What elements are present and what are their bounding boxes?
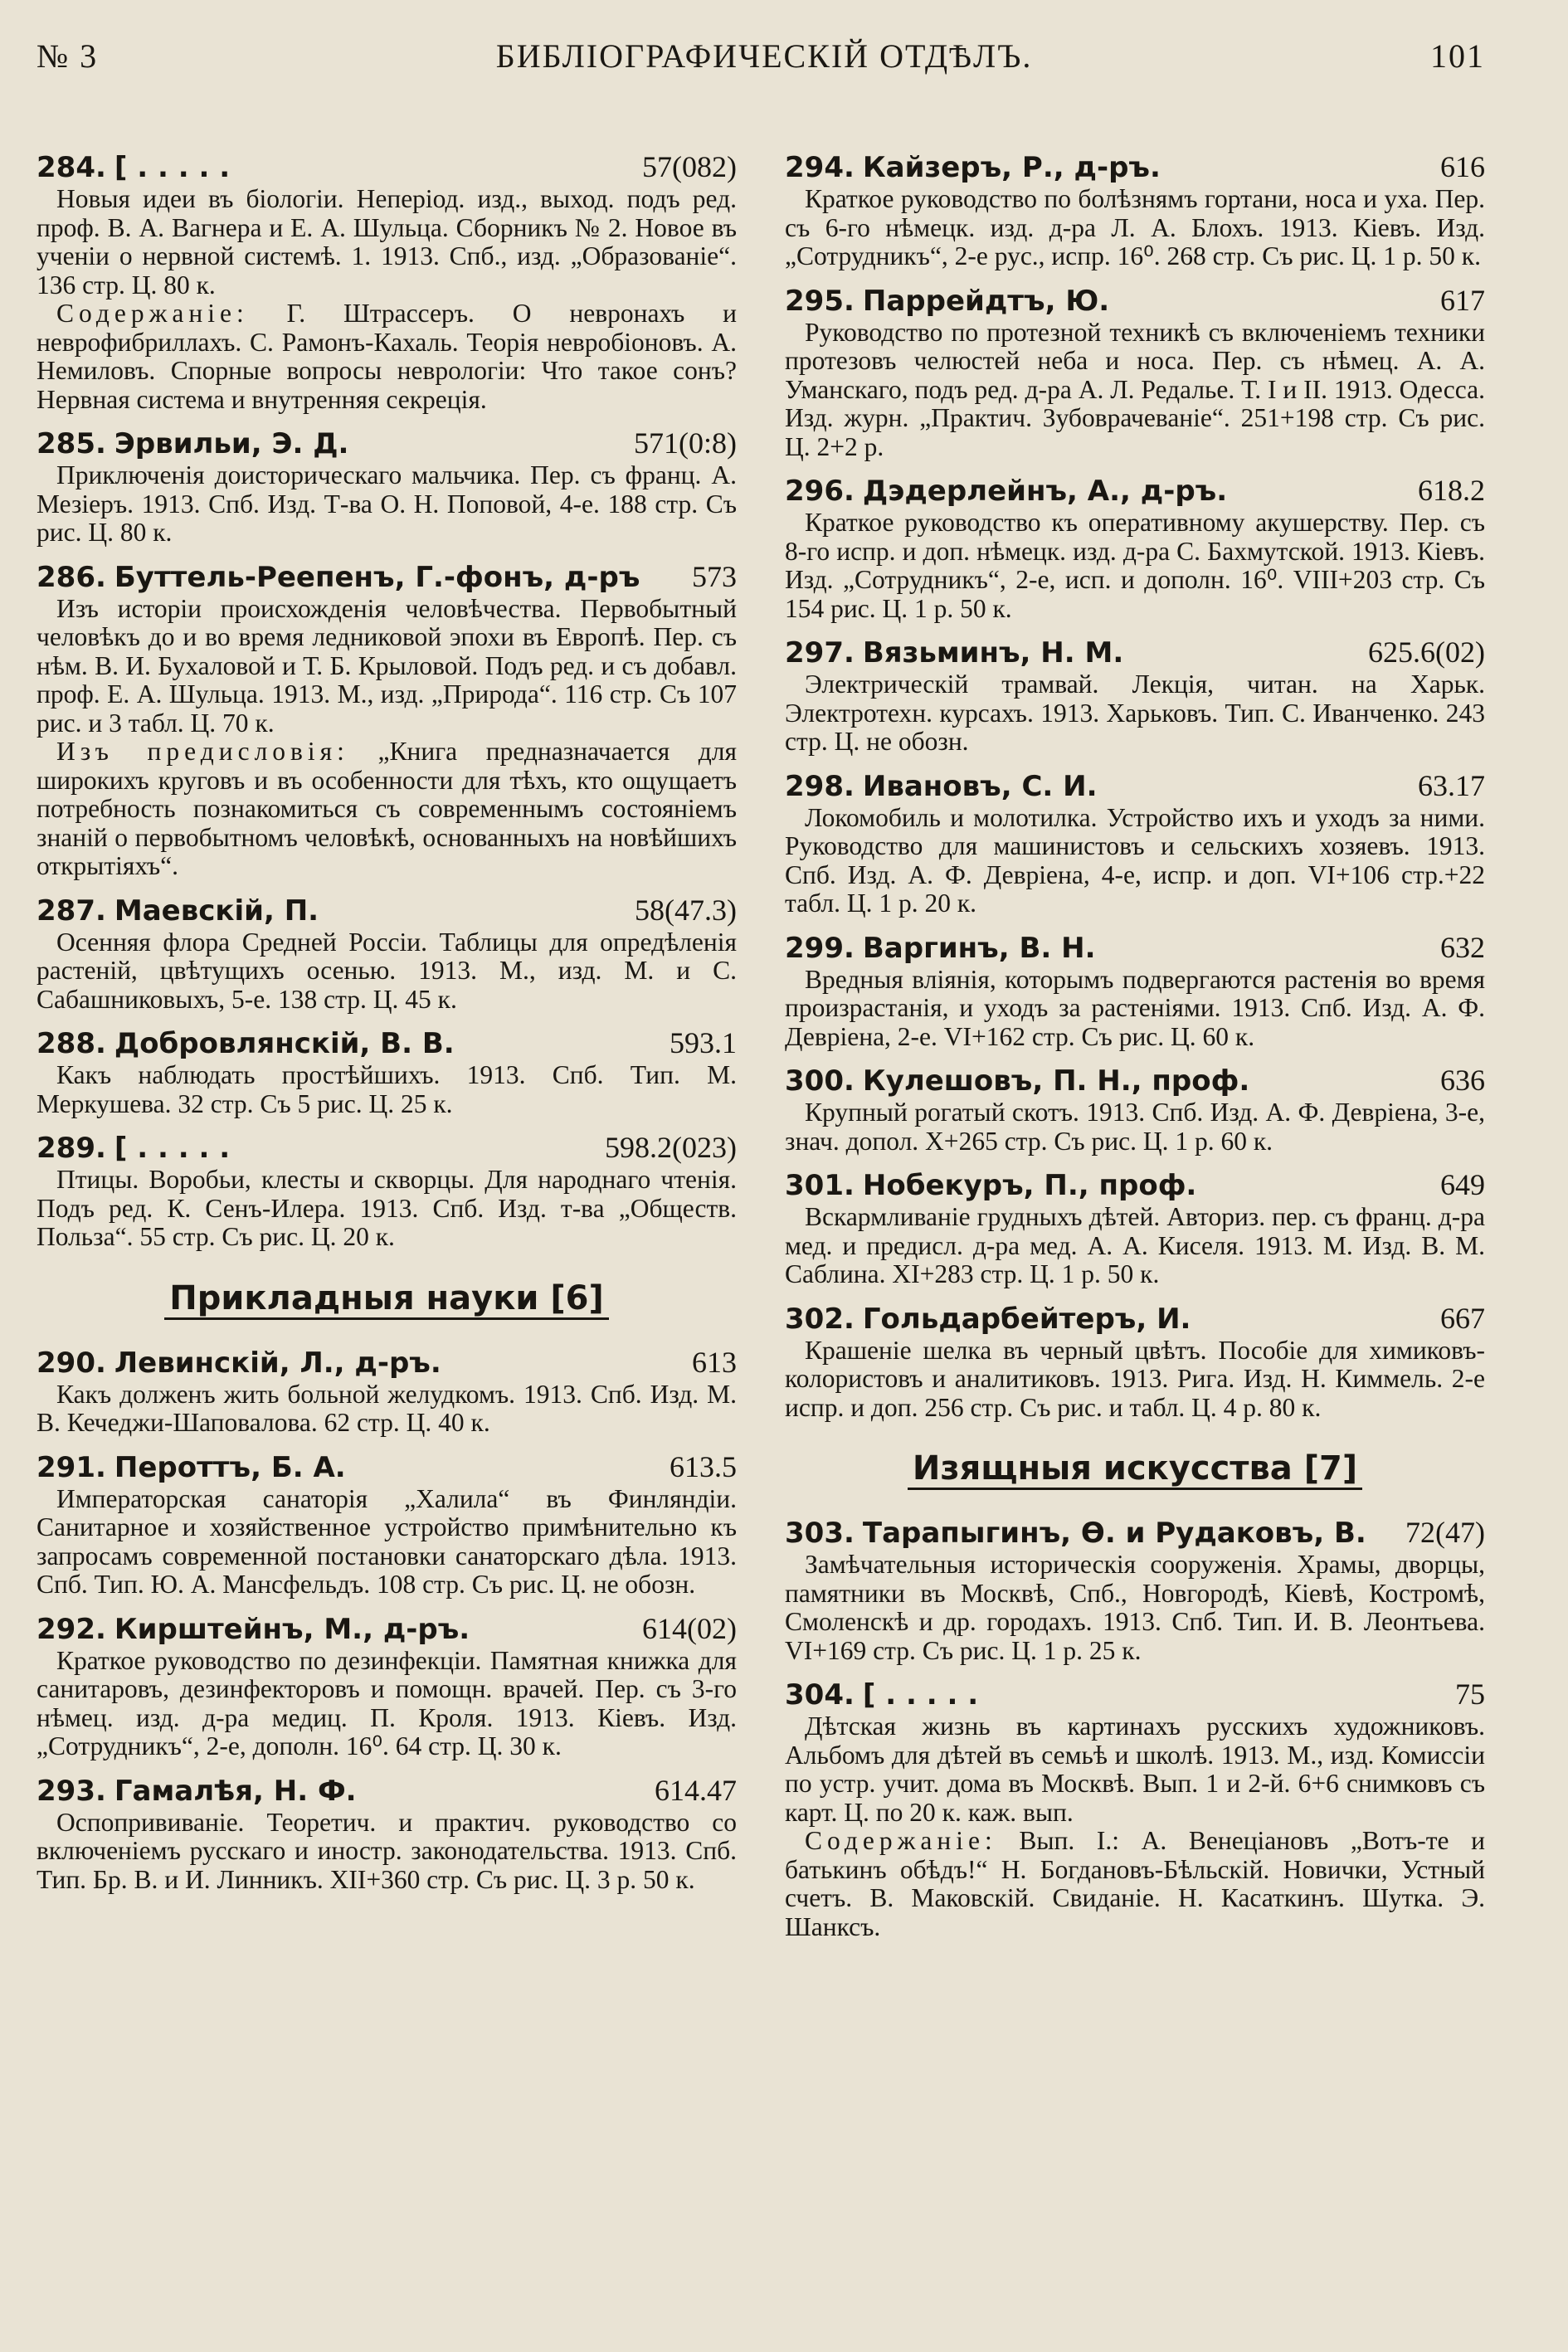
entry-297 [785, 635, 1485, 757]
entry-author: Ивановъ, С. И. [862, 769, 1098, 803]
entry-303 [785, 1515, 1485, 1665]
entry-289 [37, 1130, 737, 1252]
entry-number: 286. [37, 560, 106, 594]
entry-code: 613.5 [670, 1449, 737, 1483]
entry-number: 284. [37, 151, 106, 184]
entry-number: 295. [785, 284, 855, 318]
entry-author: Вязьминъ, Н. М. [862, 636, 1124, 670]
entry-code: 614(02) [642, 1611, 737, 1645]
entry-number: 304. [785, 1678, 855, 1712]
entry-code: 75 [1455, 1678, 1485, 1711]
entry-number: 292. [37, 1612, 106, 1646]
entry-text: Какъ наблюдать простѣйшихъ. 1913. Спб. Тип. М. Меркушева. 32 стр. Съ 5 рис. Ц. 25 к. [37, 1060, 737, 1118]
entry-290 [37, 1345, 737, 1438]
entry-285 [37, 426, 737, 548]
entry-code: 617 [1440, 283, 1485, 317]
entry-text: Изъ исторіи происхожденія человѣчества. Первобытный человѣкъ до и во время ледниковой эпохи въ Европѣ. Пер. съ нѣм. В. И. Бухаловой и Т. Б. Крыловой. Подъ ред. и съ добавл. проф. Е. А. Шульца. 1913. М., изд. „Природа“. 116 стр. Съ 107 рис. и 3 табл. Ц. 70 к. [37, 593, 737, 738]
entry-preface [37, 738, 737, 881]
entry-text: Руководство по протезной техникѣ съ включеніемъ техники протезовъ челюстей неба и носа. Пер. съ нѣмец. А. А. Уманскаго, подъ ред. д-ра А. Л. Редалье. Т. I и II. 1913. Одесса. Изд. журн. „Практич. Зубоврачеваніе“. 251+198 стр. Съ рис. Ц. 2+2 р. [785, 317, 1485, 461]
entry-text: Замѣчательныя историческія сооруженія. Храмы, дворцы, памятники въ Москвѣ, Спб., Новгородѣ, Кіевѣ, Костромѣ, Смоленскѣ и др. городахъ. 1913. Спб. Тип. И. В. Леонтьева. VI+169 стр. Съ рис. Ц. 1 р. 25 к. [785, 1550, 1485, 1665]
section-heading-text: Изящныя искусства [7] [908, 1449, 1362, 1490]
entry-author: Левинскій, Л., д-ръ. [114, 1346, 441, 1380]
entry-code: 618.2 [1418, 474, 1485, 507]
entry-number: 297. [785, 636, 855, 670]
entry-author: [ . . . . . [114, 151, 231, 184]
entry-300 [785, 1063, 1485, 1156]
entry-author: Тарапыгинъ, Ѳ. и Рудаковъ, В. [862, 1517, 1366, 1550]
entry-number: 299. [785, 931, 855, 965]
entry-text: Электрическій трамвай. Лекція, читан. на Харьк. Электротехн. курсахъ. 1913. Харьковъ. Тип. С. Иванченко. 243 стр. Ц. не обозн. [785, 670, 1485, 756]
preface-label: Изъ предисловія: [56, 737, 349, 766]
entry-code: 72(47) [1405, 1516, 1485, 1549]
entry-text: Дѣтская жизнь въ картинахъ русскихъ художниковъ. Альбомъ для дѣтей въ семьѣ и школѣ. 1913. М., изд. Комиссіи по устр. учит. дома въ Москвѣ. Вып. 1 и 2-й. 6+6 снимковъ съ карт. Ц. по 20 к. каж. вып. [785, 1712, 1485, 1827]
section-heading-text: Прикладныя науки [6] [164, 1279, 609, 1320]
entry-number: 290. [37, 1346, 106, 1380]
entry-code: 613 [692, 1345, 737, 1379]
entry-293 [37, 1773, 737, 1895]
entry-284 [37, 149, 737, 414]
contents-text: Г. Штрассеръ. О невронахъ и неврофибриллахъ. С. Рамонъ-Кахаль. Теорія невробіоновъ. А. Немиловъ. Спорные вопросы неврологіи: Что такое сонъ? Нервная система и внутренняя секреція. [37, 299, 737, 414]
left-column [37, 149, 737, 1953]
entry-299 [785, 930, 1485, 1052]
entry-number: 285. [37, 427, 106, 460]
entry-code: 625.6(02) [1368, 635, 1485, 669]
entry-text: Птицы. Воробьи, клесты и скворцы. Для народнаго чтенія. Подъ ред. К. Сенъ-Илера. 1913. Спб. Изд. т-ва „Обществ. Польза“. 55 стр. Съ рис. Ц. 20 к. [37, 1165, 737, 1251]
entry-text: Новыя идеи въ біологіи. Непеpiод. изд., выход. подъ ред. проф. В. А. Вагнера и Е. А. Шульца. Сборникъ № 2. Новое въ ученіи о нервной системѣ. 1. 1913. Спб., изд. „Образованіе“. 136 стр. Ц. 80 к. [37, 184, 737, 299]
entry-294 [785, 149, 1485, 271]
entry-author: Дэдерлейнъ, А., д-ръ. [862, 475, 1228, 508]
entry-number: 287. [37, 894, 106, 928]
entry-text: Вредныя вліянія, которымъ подвергаются растенія во время произрастанія, и уходъ за растеніями. 1913. Спб. Изд. А. Ф. Девріена, 2-е. VI+162 стр. Съ рис. Ц. 60 к. [785, 964, 1485, 1051]
entry-number: 289. [37, 1132, 106, 1165]
entry-contents [37, 299, 737, 414]
entry-author: Нобекуръ, П., проф. [862, 1169, 1197, 1202]
contents-label: Содержаніе: [805, 1826, 997, 1855]
entry-text: Крупный рогатый скотъ. 1913. Спб. Изд. А. Ф. Девріена, 3-е, знач. допол. X+265 стр. Съ рис. Ц. 1 р. 60 к. [785, 1098, 1485, 1156]
entry-text: Приключенія доисторическаго мальчика. Пер. съ франц. А. Мезіеръ. 1913. Спб. Изд. Т-ва О. Н. Поповой, 4-е. 188 стр. Съ рис. Ц. 80 к. [37, 460, 737, 547]
entry-contents [785, 1827, 1485, 1941]
entry-text: Крашеніе шелка въ черный цвѣтъ. Пособіе для химиковъ-колористовъ и аналитиковъ. 1913. Рига. Изд. Н. Киммель. 2-е испр. и доп. 256 стр. Съ рис. и табл. Ц. 4 р. 80 к. [785, 1335, 1485, 1422]
entry-author: Паррейдтъ, Ю. [862, 284, 1110, 318]
entry-text: Осенняя флора Средней Россіи. Таблицы для опредѣленія растеній, цвѣтущихъ осенью. 1913. М., изд. М. и С. Сабашниковыхъ, 5-е. 138 стр. Ц. 45 к. [37, 927, 737, 1014]
entry-number: 303. [785, 1517, 855, 1550]
entry-code: 632 [1440, 930, 1485, 964]
entry-text: Императорская санаторія „Халила“ въ Финляндіи. Санитарное и хозяйственное устройство примѣнительно къ запросамъ современной постановки санаторскаго дѣла. 1913. Спб. Тип. Ю. А. Мансфельдъ. 108 стр. Съ рис. Ц. не обозн. [37, 1483, 737, 1599]
entry-302 [785, 1301, 1485, 1423]
entry-text: Оспопрививаніе. Теоретич. и практич. руководство со включеніемъ русскаго и иностр. законодательства. 1913. Спб. Тип. Бр. В. и И. Линникъ. XII+360 стр. Съ рис. Ц. 3 р. 50 к. [37, 1807, 737, 1894]
entry-287 [37, 893, 737, 1015]
section-heading-fine-arts [785, 1444, 1485, 1493]
entry-author: Буттель-Реепенъ, Г.-фонъ, д-ръ [114, 560, 640, 594]
entry-code: 571(0:8) [634, 426, 737, 460]
entry-author: [ . . . . . [114, 1132, 231, 1165]
entry-code: 58(47.3) [635, 893, 737, 927]
entry-code: 63.17 [1418, 768, 1485, 802]
entry-number: 288. [37, 1027, 106, 1060]
page-number: 101 [1429, 37, 1485, 75]
entry-code: 614.47 [655, 1773, 737, 1807]
entry-text: Вскармливаніе грудныхъ дѣтей. Авториз. пер. съ франц. д-ра мед. и предисл. д-ра мед. А. А. Киселя. 1913. М. Изд. В. М. Саблина. XI+283 стр. Ц. 1 р. 50 к. [785, 1202, 1485, 1288]
contents-label: Содержаніе: [56, 299, 249, 328]
entry-301 [785, 1167, 1485, 1289]
entry-number: 298. [785, 769, 855, 803]
entry-295 [785, 283, 1485, 462]
entry-text: Какъ долженъ жить больной желудкомъ. 1913. Спб. Изд. М. В. Кечеджи-Шаповалова. 62 стр. Ц. 40 к. [37, 1379, 737, 1437]
entry-author: Кирштейнъ, М., д-ръ. [114, 1612, 470, 1646]
entry-author: Гольдарбейтеръ, И. [862, 1302, 1191, 1336]
entry-text: Краткое руководство къ оперативному акушерству. Пер. съ 8-го испр. и доп. нѣмецк. изд. д-ра С. Бахмутской. 1913. Кіевъ. Изд. „Сотрудникъ“, 2-е, исп. и дополн. 16⁰. VIII+203 стр. Съ 154 рис. Ц. 1 р. 50 к. [785, 508, 1485, 623]
entry-author: Гамалѣя, Н. Ф. [114, 1774, 357, 1808]
entry-288 [37, 1025, 737, 1118]
entry-number: 296. [785, 475, 855, 508]
entry-author: Добровлянскій, В. В. [114, 1027, 455, 1060]
entry-296 [785, 473, 1485, 623]
entry-author: Пероттъ, Б. А. [114, 1450, 346, 1484]
entry-number: 301. [785, 1169, 855, 1202]
entry-number: 293. [37, 1774, 106, 1808]
running-header [37, 37, 1485, 103]
entry-number: 300. [785, 1064, 855, 1098]
section-heading-applied-sciences [37, 1273, 737, 1323]
entry-author: Эрвильи, Э. Д. [114, 427, 349, 460]
entry-304 [785, 1677, 1485, 1941]
entry-code: 636 [1440, 1064, 1485, 1097]
entry-code: 573 [692, 559, 737, 593]
entry-author: [ . . . . . [862, 1678, 979, 1712]
entry-code: 593.1 [670, 1026, 737, 1059]
entry-number: 294. [785, 151, 855, 184]
entry-author: Маевскій, П. [114, 894, 319, 928]
right-column [785, 149, 1485, 1953]
entry-286 [37, 559, 737, 881]
entry-code: 616 [1440, 150, 1485, 183]
entry-code: 598.2(023) [605, 1131, 737, 1164]
entry-code: 667 [1440, 1301, 1485, 1335]
entry-292 [37, 1611, 737, 1761]
entry-text: Краткое руководство по дезинфекціи. Памятная книжка для санитаровъ, дезинфекторовъ и помощн. врачей. Пер. съ 3-го нѣмец. изд. д-ра медиц. П. Кроля. 1913. Кіевъ. Изд. „Сотрудникъ“, 2-е, дополн. 16⁰. 64 стр. Ц. 30 к. [37, 1645, 737, 1760]
entry-author: Кулешовъ, П. Н., проф. [862, 1064, 1250, 1098]
entry-number: 291. [37, 1450, 106, 1484]
entry-author: Кайзеръ, Р., д-ръ. [862, 151, 1161, 184]
preface-text: „Книга предназначается для широкихъ круговъ и въ особенности для тѣхъ, кто ощущаетъ потребность познакомиться съ современнымъ состояніемъ знаній о первобытномъ человѣкѣ, основанныхъ на новѣйшихъ открытіяхъ“. [37, 737, 737, 880]
entry-code: 649 [1440, 1168, 1485, 1201]
entry-text: Краткое руководство по болѣзнямъ гортани, носа и уха. Пер. съ 6-го нѣмецк. изд. д-ра Л. А. Блохъ. 1913. Кіевъ. Изд. „Сотрудникъ“, 2-е рус., испр. 16⁰. 268 стр. Съ рис. Ц. 1 р. 50 к. [785, 184, 1485, 270]
entry-code: 57(082) [642, 150, 737, 183]
entry-291 [37, 1449, 737, 1600]
entry-text: Локомобиль и молотилка. Устройство ихъ и уходъ за ними. Руководство для машинистовъ и сельскихъ хозяевъ. 1913. Спб. Изд. А. Ф. Девріена, 4-е, испр. и доп. VI+106 стр.+22 табл. Ц. 1 р. 20 к. [785, 802, 1485, 918]
entry-298 [785, 768, 1485, 918]
entry-number: 302. [785, 1302, 855, 1336]
entry-author: Варгинъ, В. Н. [862, 931, 1096, 965]
section-title: БИБЛІОГРАФИЧЕСКІЙ ОТДѢЛЪ. [495, 37, 1033, 75]
issue-number: № 3 [37, 37, 99, 75]
contents-text: Вып. I.: А. Венеціановъ „Вотъ-те и батькинъ обѣдъ!“ Н. Богдановъ-Бѣльскій. Новички, Устный счетъ. В. Маковскій. Свиданіе. Н. Касаткинъ. Шутка. Э. Шанксъ. [785, 1826, 1486, 1941]
